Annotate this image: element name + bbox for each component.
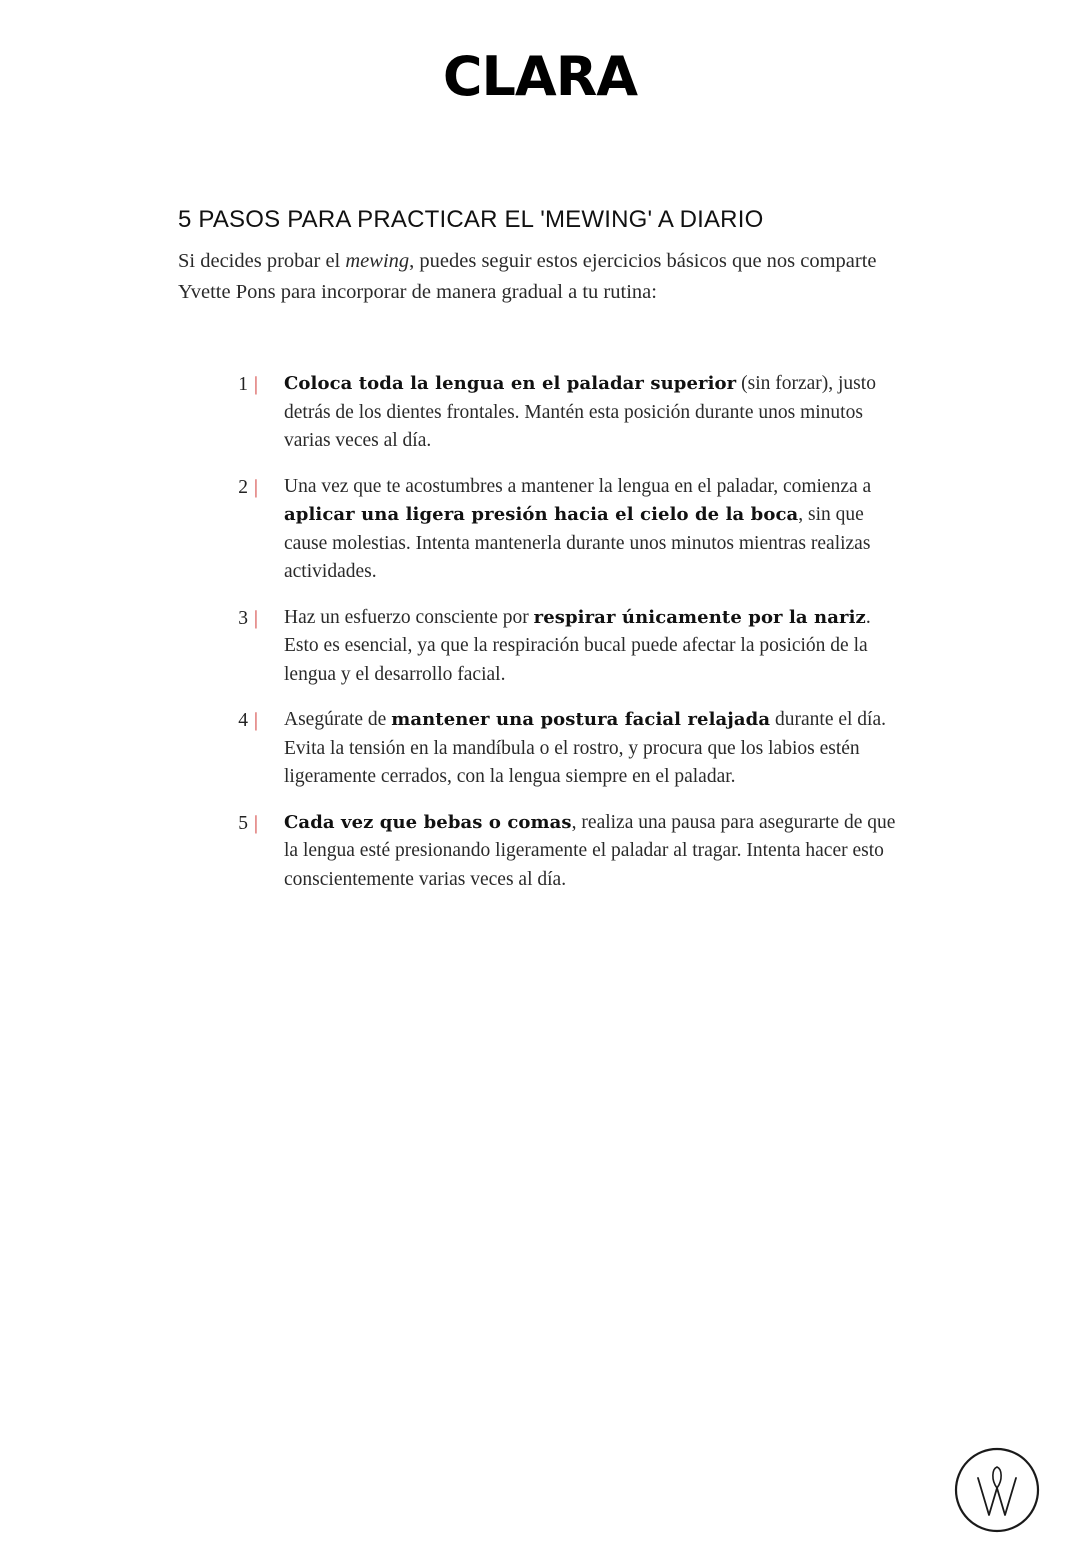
steps-list bbox=[228, 370, 898, 911]
step-plain-text: Haz un esfuerzo consciente por bbox=[284, 606, 534, 628]
step-plain-text: Asegúrate de bbox=[284, 709, 392, 730]
section-title: 5 PASOS PARA PRACTICAR EL 'MEWING' A DIARIO bbox=[178, 206, 764, 233]
step-text bbox=[284, 604, 898, 690]
intro-paragraph bbox=[178, 246, 898, 308]
intro-text-before: Si decides probar el bbox=[178, 250, 346, 272]
brand-logo: CLARA bbox=[442, 45, 638, 108]
w-monogram-logo-icon bbox=[954, 1447, 1040, 1533]
step-number: 2 bbox=[238, 476, 248, 498]
step-number: 3 bbox=[238, 607, 248, 629]
step-item bbox=[228, 370, 898, 456]
step-bold-text: respirar únicamente por la nariz bbox=[533, 606, 866, 628]
step-bold-text: mantener una postura facial relajada bbox=[391, 709, 771, 730]
step-text bbox=[284, 370, 898, 456]
step-number: 4 bbox=[238, 710, 248, 731]
step-item bbox=[228, 473, 898, 587]
step-text bbox=[284, 809, 898, 895]
step-separator: | bbox=[254, 607, 258, 629]
step-text bbox=[284, 473, 898, 587]
step-plain-text: , realiza una pausa para asegurarte de que la lengua esté presionando ligeramente el paladar al tragar. Intenta hacer esto conscientemente varias veces al día. bbox=[284, 811, 896, 890]
step-number: 1 bbox=[238, 374, 248, 395]
step-item bbox=[228, 706, 898, 792]
step-marker bbox=[228, 809, 284, 838]
step-separator: | bbox=[254, 710, 258, 731]
step-number: 5 bbox=[238, 812, 248, 834]
intro-emphasis: mewing bbox=[345, 250, 410, 272]
step-bold-text: Cada vez que bebas o comas bbox=[284, 811, 572, 833]
step-item bbox=[228, 809, 898, 895]
step-plain-text: durante el día. Evita la tensión en la mandíbula o el rostro, y procura que los labios estén ligeramente cerrados, con la lengua siempre en el paladar. bbox=[284, 709, 887, 787]
step-bold-text: Coloca toda la lengua en el paladar superior bbox=[284, 373, 737, 394]
intro-text-after: , puedes seguir estos ejercicios básicos que nos comparte Yvette Pons para incorporar de manera gradual a tu rutina: bbox=[178, 250, 877, 303]
step-separator: | bbox=[254, 374, 258, 395]
step-plain-text: (sin forzar), justo detrás de los dientes frontales. Mantén esta posición durante unos minutos varias veces al día. bbox=[284, 373, 876, 451]
step-plain-text: , sin que cause molestias. Intenta mantenerla durante unos minutos mientras realizas actividades. bbox=[284, 504, 871, 582]
step-marker bbox=[228, 706, 284, 735]
step-marker bbox=[228, 370, 284, 399]
step-item bbox=[228, 604, 898, 690]
step-text bbox=[284, 706, 898, 792]
step-marker bbox=[228, 473, 284, 502]
step-plain-text: . Esto es esencial, ya que la respiración bucal puede afectar la posición de la lengua y el desarrollo facial. bbox=[284, 606, 871, 685]
step-plain-text: Una vez que te acostumbres a mantener la lengua en el paladar, comienza a bbox=[284, 475, 872, 497]
step-separator: | bbox=[254, 476, 258, 498]
step-separator: | bbox=[254, 812, 258, 834]
step-marker bbox=[228, 604, 284, 633]
step-bold-text: aplicar una ligera presión hacia el cielo de la boca bbox=[284, 504, 799, 525]
